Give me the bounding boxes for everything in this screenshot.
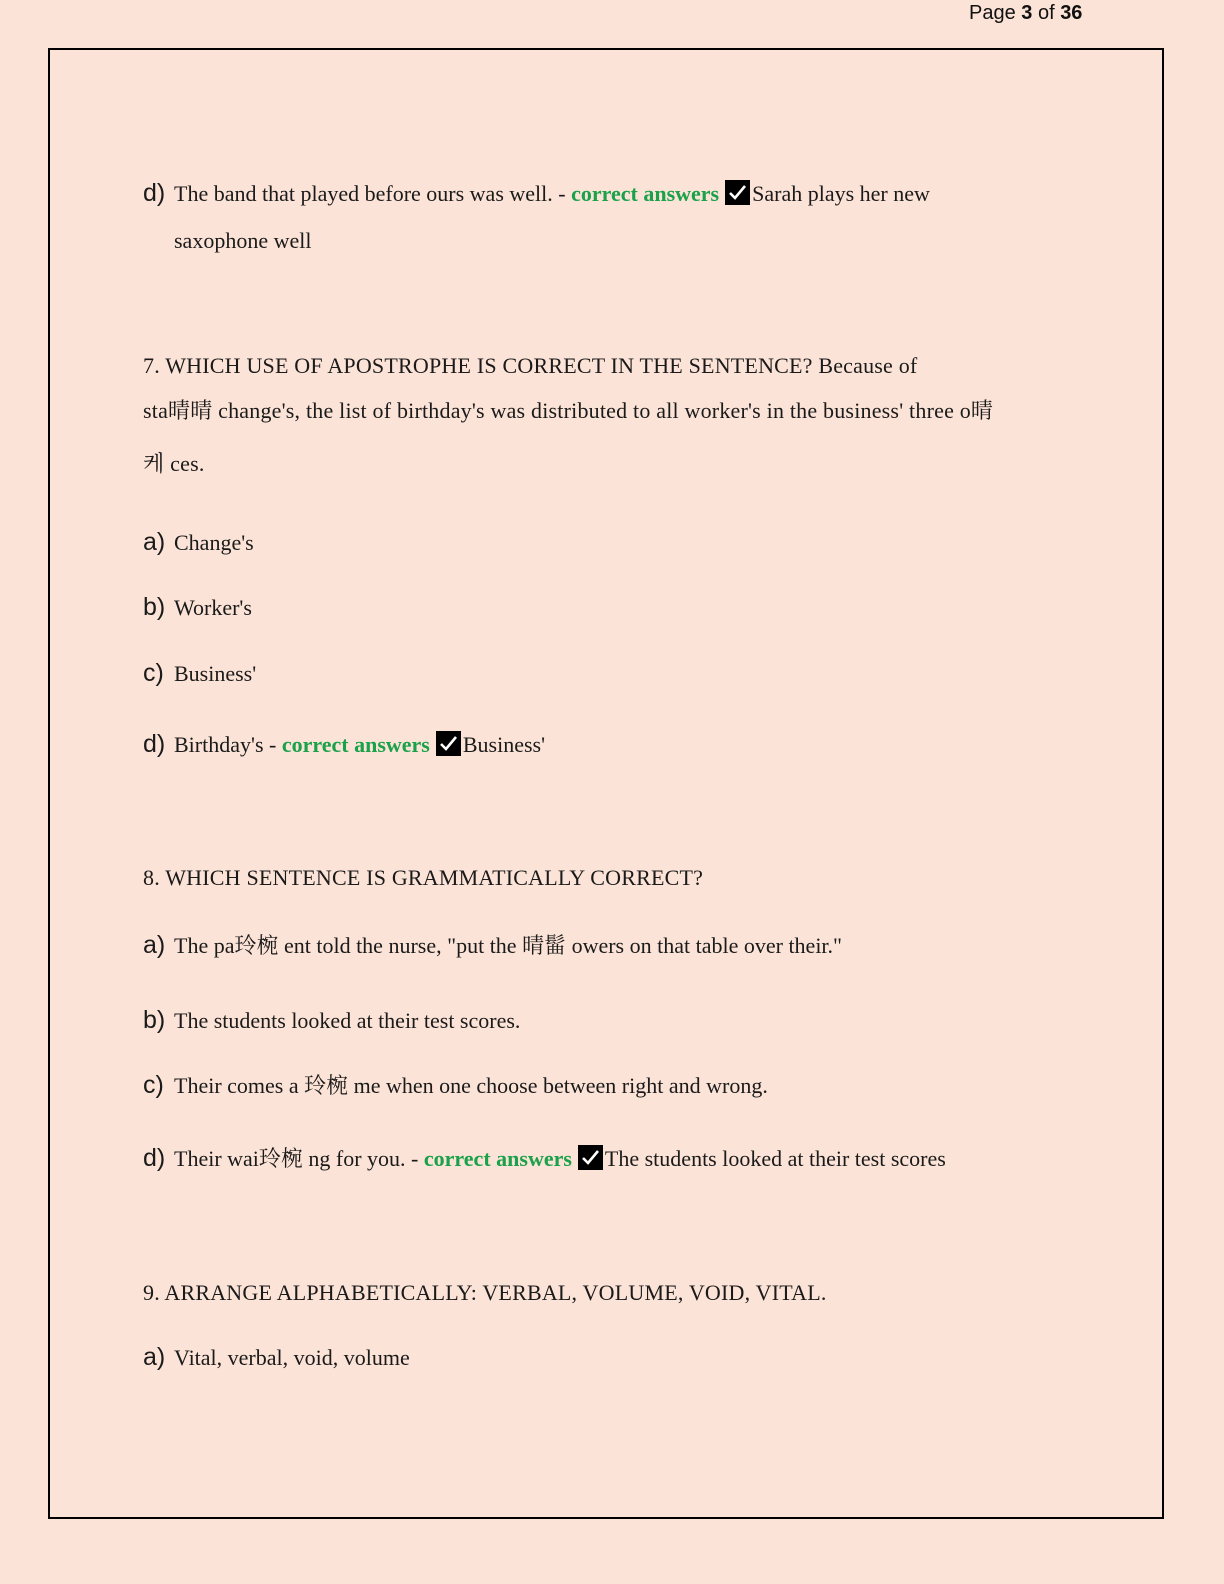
q8-question: 8. WHICH SENTENCE IS GRAMMATICALLY CORRECT? xyxy=(143,865,704,890)
option-letter: c) xyxy=(143,1071,164,1099)
option-letter: c) xyxy=(143,659,164,687)
page-number: Page 3 of 36 xyxy=(969,2,1083,24)
checkbox-checked-icon xyxy=(578,1145,603,1170)
option-text: The pa玲椀 ent told the nurse, "put the 晴髷 owers on that table over their." xyxy=(174,933,843,958)
option-text: The band that played before ours was well. - xyxy=(174,181,572,206)
correct-answers-label: correct answers xyxy=(281,732,430,757)
checkbox-checked-icon xyxy=(725,180,750,205)
option-letter: d) xyxy=(143,1144,166,1172)
option-text: Change's xyxy=(174,530,254,555)
q6-answer-continuation: saxophone well xyxy=(174,228,312,253)
option-letter: d) xyxy=(143,730,166,758)
option-text: The students looked at their test scores. xyxy=(174,1008,521,1033)
checkbox-checked-icon xyxy=(436,731,461,756)
q9-question: 9. ARRANGE ALPHABETICALLY: VERBAL, VOLUME, VOID, VITAL. xyxy=(143,1280,827,1305)
q7-option-a xyxy=(143,530,254,555)
option-letter: d) xyxy=(143,179,166,207)
option-text: Worker's xyxy=(174,595,252,620)
answer-text: Business' xyxy=(462,732,546,757)
option-text: Birthday's - xyxy=(174,732,282,757)
q8-option-b xyxy=(143,1008,520,1033)
q9-option-a xyxy=(143,1345,410,1370)
option-letter: b) xyxy=(143,1006,166,1034)
correct-answers-label: correct answers xyxy=(571,181,720,206)
option-letter: a) xyxy=(143,931,166,959)
q8-option-a xyxy=(143,933,842,958)
option-letter: b) xyxy=(143,593,166,621)
option-text: Their wai玲椀 ng for you. - xyxy=(174,1146,424,1171)
q7-option-b xyxy=(143,595,252,620)
answer-text: The students looked at their test scores xyxy=(604,1146,946,1171)
answer-text: Sarah plays her new xyxy=(752,181,930,206)
option-text: Vital, verbal, void, volume xyxy=(174,1345,410,1370)
q7-option-c xyxy=(143,661,256,686)
q7-question-line3: 케 ces. xyxy=(143,451,205,476)
q7-question-line1: 7. WHICH USE OF APOSTROPHE IS CORRECT IN THE SENTENCE? Because of xyxy=(143,353,918,378)
option-text: Their comes a 玲椀 me when one choose between right and wrong. xyxy=(174,1073,768,1098)
q7-option-d xyxy=(143,731,545,757)
q6-option-d xyxy=(143,180,930,206)
q8-option-c xyxy=(143,1073,768,1098)
correct-answers-label: correct answers xyxy=(423,1146,572,1171)
q7-question-line2: sta晴晴 change's, the list of birthday's was distributed to all worker's in the business' three o晴 xyxy=(143,398,994,423)
q8-option-d xyxy=(143,1145,946,1171)
option-letter: a) xyxy=(143,1343,166,1371)
option-text: Business' xyxy=(174,661,257,686)
option-letter: a) xyxy=(143,528,166,556)
